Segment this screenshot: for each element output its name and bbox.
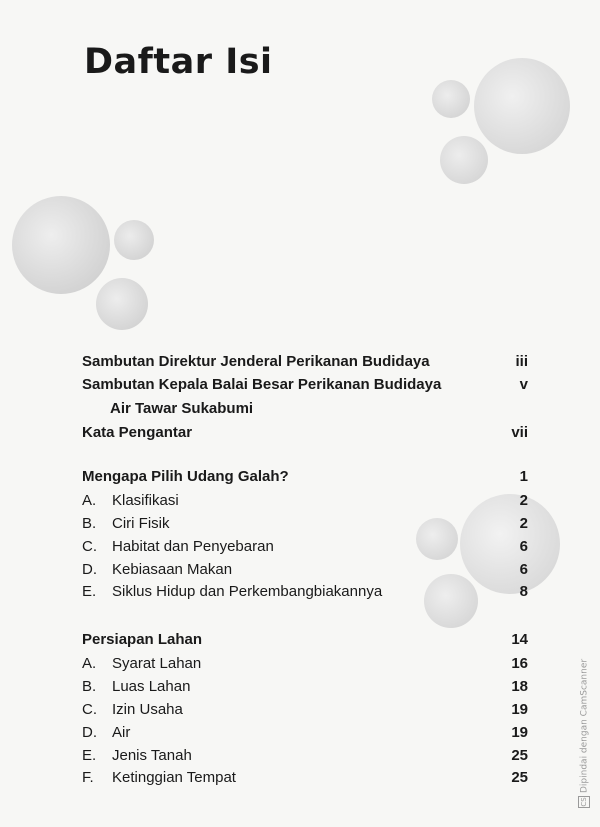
toc-page-number: 6 [519, 538, 528, 555]
toc-letter: F. [82, 769, 94, 786]
toc-chapter [82, 628, 528, 652]
toc-subentry [82, 698, 528, 722]
toc-page-number: 18 [511, 678, 528, 695]
watermark-text: Dipindai dengan CamScanner [579, 658, 590, 793]
toc-letter: B. [82, 678, 97, 695]
toc-subentry [82, 558, 528, 582]
toc-subentry [82, 652, 528, 676]
toc-letter: C. [82, 701, 97, 718]
toc-entry-label: Persiapan Lahan [82, 631, 203, 648]
toc-subentry [82, 675, 528, 699]
toc-page-number: vii [511, 424, 528, 441]
decorative-circle [474, 58, 570, 154]
decorative-circle [114, 220, 154, 260]
toc-subentry [82, 721, 528, 745]
toc-entry [82, 421, 528, 445]
toc-entry-label: Izin Usaha [112, 701, 183, 718]
toc-subentry [82, 580, 528, 604]
toc-page-number: iii [515, 353, 528, 370]
toc-subentry [82, 489, 528, 513]
toc-entry-label: Kata Pengantar [82, 424, 193, 441]
toc-page-number: v [519, 376, 528, 393]
toc-entry [82, 350, 528, 374]
toc-entry-label: Habitat dan Penyebaran [112, 538, 274, 555]
toc-page-number: 19 [511, 701, 528, 718]
toc-letter: A. [82, 492, 97, 509]
toc-page-number: 25 [511, 747, 528, 764]
toc-page-number: 8 [519, 583, 528, 600]
decorative-circle [440, 136, 488, 184]
decorative-circle [96, 278, 148, 330]
scanner-watermark [578, 659, 590, 808]
toc-page-number: 14 [511, 631, 528, 648]
toc-chapter [82, 465, 528, 489]
toc-page-number: 25 [511, 769, 528, 786]
toc-entry [82, 397, 528, 421]
toc-page-number: 6 [519, 561, 528, 578]
toc-entry-label: Syarat Lahan [112, 655, 202, 672]
toc-entry-label: Sambutan Kepala Balai Besar Perikanan Budidaya [82, 376, 442, 393]
toc-subentry [82, 512, 528, 536]
toc-entry-label: Kebiasaan Makan [112, 561, 233, 578]
toc-subentry [82, 535, 528, 559]
toc-letter: B. [82, 515, 97, 532]
toc-page-number: 16 [511, 655, 528, 672]
toc-page-number: 2 [519, 492, 528, 509]
toc-letter: D. [82, 561, 97, 578]
toc-entry-label: Mengapa Pilih Udang Galah? [82, 468, 289, 485]
toc-entry-label: Ketinggian Tempat [112, 769, 236, 786]
toc-entry-label: Air [112, 724, 131, 741]
toc-page-number: 19 [511, 724, 528, 741]
toc-subentry [82, 766, 528, 790]
toc-subentry [82, 744, 528, 768]
toc-entry-label: Siklus Hidup dan Perkembangbiakannya [112, 583, 383, 600]
toc-entry-label: Ciri Fisik [112, 515, 170, 532]
page-title: Daftar Isi [84, 42, 273, 82]
toc-letter: A. [82, 655, 97, 672]
decorative-circle [12, 196, 110, 294]
toc-entry-label: Air Tawar Sukabumi [110, 400, 254, 417]
toc-entry-label: Jenis Tanah [112, 747, 192, 764]
toc-letter: E. [82, 583, 97, 600]
toc-letter: D. [82, 724, 97, 741]
toc-page-number: 2 [519, 515, 528, 532]
toc-letter: C. [82, 538, 97, 555]
toc-letter: E. [82, 747, 97, 764]
toc-entry [82, 373, 528, 397]
camscanner-logo-icon: CS [580, 797, 588, 807]
toc-page-number: 1 [519, 468, 528, 485]
toc-entry-label: Sambutan Direktur Jenderal Perikanan Budidaya [82, 353, 430, 370]
decorative-circle [432, 80, 470, 118]
toc-entry-label: Klasifikasi [112, 492, 179, 509]
toc-entry-label: Luas Lahan [112, 678, 191, 695]
